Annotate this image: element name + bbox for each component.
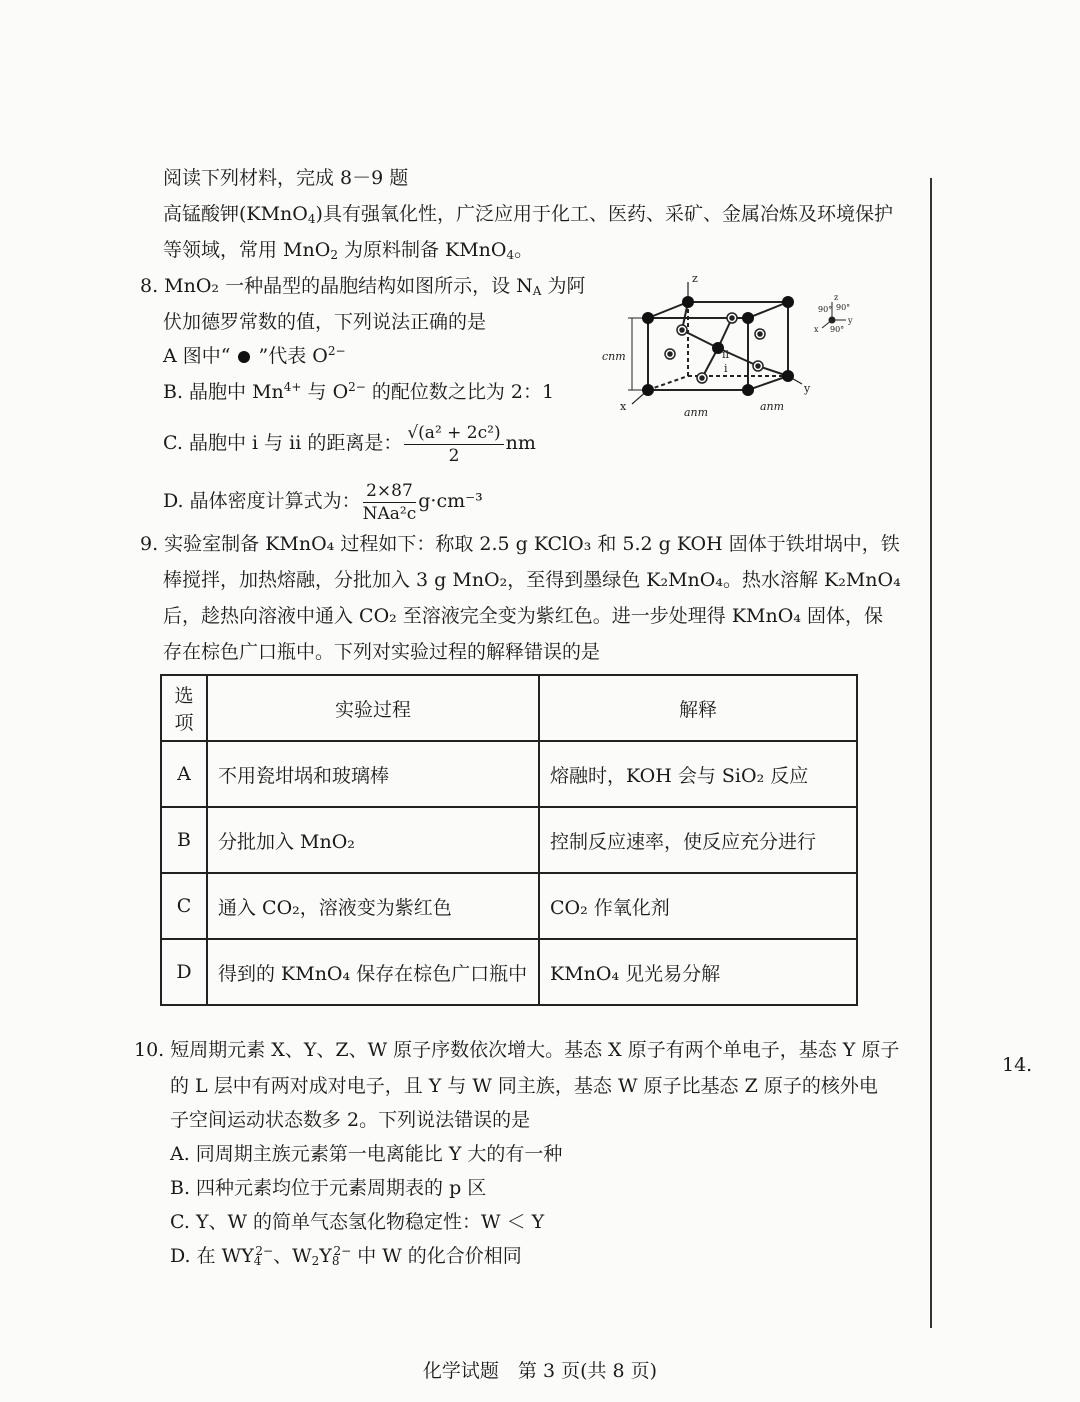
fig-label-x: x: [620, 400, 627, 413]
fig-label-c: cnm: [602, 350, 626, 363]
next-question-number: 14.: [1002, 1054, 1033, 1076]
fig-label-y: y: [804, 382, 811, 395]
intro-line-2: 等领域，常用 MnO$_2$ 为原料制备 KMnO$_4$。: [163, 239, 534, 262]
q9-stem-line-2: 棒搅拌，加热熔融，分批加入 3 g MnO₂，至得到墨绿色 K₂MnO₄。热水溶解 K₂MnO₄: [163, 569, 901, 591]
black-sphere-icon: [238, 351, 250, 363]
svg-text:90°: 90°: [836, 303, 851, 312]
header-explanation: 解释: [539, 675, 857, 741]
header-option: 选项: [161, 675, 207, 741]
svg-text:y: y: [848, 316, 853, 325]
distance-fraction: $\frac{\text{√(a² + 2c²)}}{2}$: [404, 422, 503, 467]
q9-stem-line-1: 9. 实验室制备 KMnO₄ 过程如下：称取 2.5 g KClO₃ 和 5.2 g KOH 固体于铁坩埚中，铁: [140, 533, 900, 555]
svg-text:z: z: [834, 293, 839, 302]
crystal-cell-figure: [600, 270, 870, 430]
q10-stem-line-2: 的 L 层中有两对成对电子，且 Y 与 W 同主族，基态 W 原子比基态 Z 原子的核外电: [170, 1075, 878, 1097]
q8-option-a: A 图中“ ”代表 $O^{2-}$: [163, 344, 346, 367]
q10-option-c: C. Y、W 的简单气态氢化物稳定性：W ＜ Y: [170, 1211, 545, 1233]
svg-text:90°: 90°: [830, 325, 845, 334]
page-footer: 化学试题 第 3 页(共 8 页): [422, 1360, 658, 1382]
q8-option-c: C. 晶胞中 i 与 ii 的距离是： $\frac{\text{√(a² + 2c²)}}{2}$ nm: [163, 422, 536, 466]
q8-option-b: B. 晶胞中 $Mn^{4+}$ 与 $O^{2-}$ 的配位数之比为 2：1: [163, 380, 555, 403]
table-row: C 通入 CO₂，溶液变为紫红色 CO₂ 作氧化剂: [161, 873, 857, 939]
q10-option-d: D. 在 $WY_4^{2-}$、$W_2Y_8^{2-}$ 中 W 的化合价相同: [170, 1244, 522, 1268]
table-row: D 得到的 KMnO₄ 保存在棕色广口瓶中 KMnO₄ 见光易分解: [161, 939, 857, 1005]
fig-label-a1: anm: [684, 406, 709, 419]
q9-stem-line-4: 存在棕色广口瓶中。下列对实验过程的解释错误的是: [163, 641, 601, 663]
svg-text:x: x: [814, 325, 819, 334]
density-fraction: $\frac{2\times 87}{\text{NAa²c}}$: [362, 480, 417, 524]
q8-option-d: D. 晶体密度计算式为： $\frac{2\times 87}{\text{NAa²c}}$ g·cm⁻³: [163, 480, 483, 524]
q10-option-b: B. 四种元素均位于元素周期表的 p 区: [170, 1177, 487, 1199]
fig-label-z: z: [692, 272, 698, 285]
q10-option-a: A. 同周期主族元素第一电离能比 Y 大的有一种: [170, 1143, 563, 1165]
intro-heading: 阅读下列材料，完成 8－9 题: [163, 167, 409, 189]
svg-text:90°: 90°: [818, 305, 833, 314]
table-row: B 分批加入 MnO₂ 控制反应速率，使反应充分进行: [161, 807, 857, 873]
q10-stem-line-3: 子空间运动状态数多 2。下列说法错误的是: [170, 1109, 531, 1131]
header-process: 实验过程: [207, 675, 539, 741]
q8-stem-line-2: 伏加德罗常数的值，下列说法正确的是: [163, 311, 487, 333]
q9-stem-line-3: 后，趁热向溶液中通入 CO₂ 至溶液完全变为紫红色。进一步处理得 KMnO₄ 固体，保: [163, 605, 883, 627]
intro-line-1: 高锰酸钾(KMnO$_4$)具有强氧化性，广泛应用于化工、医药、采矿、金属冶炼及环境保护: [163, 203, 893, 226]
q9-table: [160, 674, 858, 1006]
fig-label-i: i: [724, 362, 728, 375]
right-margin-rule: [930, 178, 932, 1328]
table-header-row: [161, 675, 857, 741]
q8-stem-line-1: 8. MnO₂ 一种晶型的晶胞结构如图所示，设 $N_A$ 为阿: [140, 275, 586, 298]
q10-stem-line-1: 10. 短周期元素 X、Y、Z、W 原子序数依次增大。基态 X 原子有两个单电子，基态 Y 原子: [134, 1039, 900, 1061]
fig-label-ii: ii: [722, 348, 730, 361]
table-row: A 不用瓷坩埚和玻璃棒 熔融时，KOH 会与 SiO₂ 反应: [161, 741, 857, 807]
fig-label-a2: anm: [760, 400, 785, 413]
